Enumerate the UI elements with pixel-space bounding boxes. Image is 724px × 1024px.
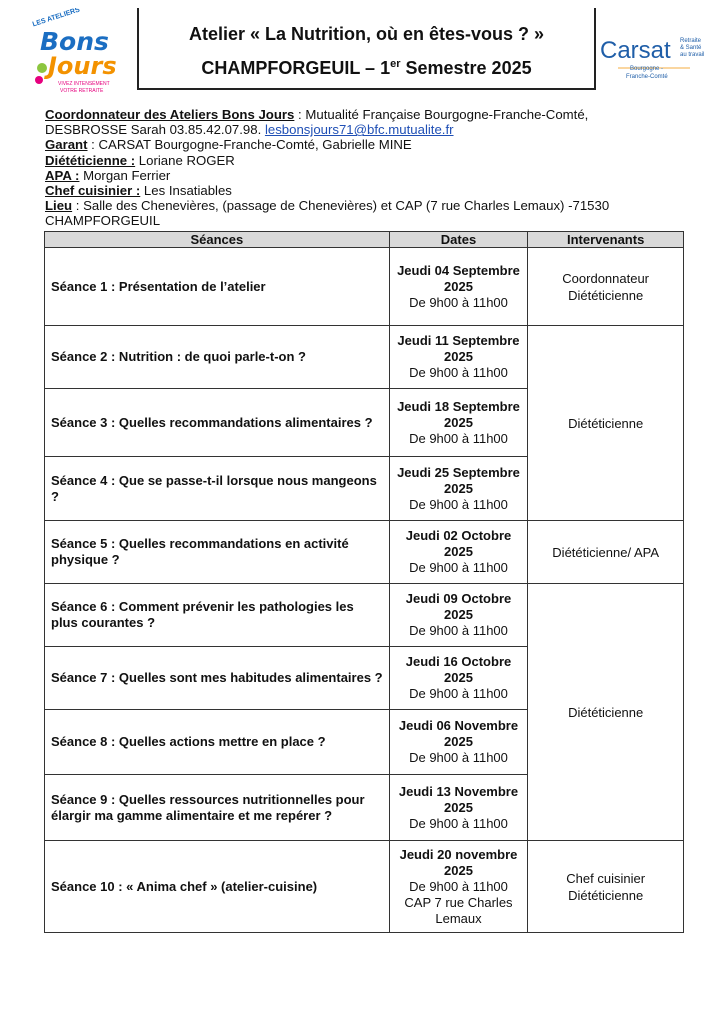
coordinator-contact-line: DESBROSSE Sarah 03.85.42.07.98. lesbonsjours71@bfc.mutualite.fr xyxy=(45,122,454,138)
schedule-table xyxy=(44,231,684,933)
seance-title: Séance 3 : Quelles recommandations alimentaires ? xyxy=(45,389,390,457)
contacts-block xyxy=(45,107,695,229)
bons-jours-logo xyxy=(30,8,130,98)
seance-date: Jeudi 25 Septembre 2025 De 9h00 à 11h00 xyxy=(389,457,528,521)
seance-date: Jeudi 16 Octobre 2025 De 9h00 à 11h00 xyxy=(389,647,528,710)
seance-title: Séance 4 : Que se passe-t-il lorsque nous mangeons ? xyxy=(45,457,390,521)
svg-text:VOTRE RETRAITE: VOTRE RETRAITE xyxy=(60,88,104,94)
svg-text:Franche-Comté: Franche-Comté xyxy=(626,74,668,80)
chef-line: Chef cuisinier : Les Insatiables xyxy=(45,183,232,199)
table-row xyxy=(45,326,684,389)
svg-text:Bons: Bons xyxy=(40,27,109,56)
seance-date: Jeudi 09 Octobre 2025 De 9h00 à 11h00 xyxy=(389,584,528,647)
coordinator-line: Coordonnateur des Ateliers Bons Jours : Mutualité Française Bourgogne-Franche-Comté, xyxy=(45,107,589,122)
seance-title: Séance 8 : Quelles actions mettre en place ? xyxy=(45,710,390,775)
table-row xyxy=(45,521,684,584)
table-row xyxy=(45,584,684,647)
intervenants-cell: Coordonnateur Diététicienne xyxy=(528,248,684,326)
seance-date: Jeudi 06 Novembre 2025 De 9h00 à 11h00 xyxy=(389,710,528,775)
seance-title: Séance 9 : Quelles ressources nutritionnelles pour élargir ma gamme alimentaire et me repérer ? xyxy=(45,775,390,841)
svg-text:Retraite: Retraite xyxy=(680,38,702,44)
intervenants-cell: Diététicienne/ APA xyxy=(528,521,684,584)
header-intervenants: Intervenants xyxy=(528,232,684,248)
svg-text:& Santé: & Santé xyxy=(680,45,702,51)
svg-text:au travail: au travail xyxy=(680,52,705,58)
location-line-2: CHAMPFORGEUIL xyxy=(45,213,161,229)
svg-text:VIVEZ INTENSÉMENT: VIVEZ INTENSÉMENT xyxy=(58,81,110,87)
seance-title: Séance 6 : Comment prévenir les pathologies les plus courantes ? xyxy=(45,584,390,647)
seance-title: Séance 2 : Nutrition : de quoi parle-t-on ? xyxy=(45,326,390,389)
intervenants-cell: Diététicienne xyxy=(528,584,684,841)
seance-date: Jeudi 13 Novembre 2025 De 9h00 à 11h00 xyxy=(389,775,528,841)
header-seances: Séances xyxy=(45,232,390,248)
seance-date: Jeudi 20 novembre 2025 De 9h00 à 11h00 CAP 7 rue Charles Lemaux xyxy=(389,841,528,933)
table-header-row xyxy=(45,232,684,248)
seance-date: Jeudi 18 Septembre 2025 De 9h00 à 11h00 xyxy=(389,389,528,457)
seance-date: Jeudi 02 Octobre 2025 De 9h00 à 11h00 xyxy=(389,521,528,584)
seance-title: Séance 1 : Présentation de l’atelier xyxy=(45,248,390,326)
apa-line: APA : Morgan Ferrier xyxy=(45,167,171,183)
seance-date: Jeudi 04 Septembre 2025 De 9h00 à 11h00 xyxy=(389,248,528,326)
svg-text:Bourgogne -: Bourgogne - xyxy=(630,66,664,72)
dietitian-line: Diététicienne : Loriane ROGER xyxy=(45,152,235,168)
seance-title: Séance 5 : Quelles recommandations en activité physique ? xyxy=(45,521,390,584)
svg-text:LES ATELIERS: LES ATELIERS xyxy=(31,8,81,29)
title-box xyxy=(137,8,596,90)
seance-date: Jeudi 11 Septembre 2025 De 9h00 à 11h00 xyxy=(389,326,528,389)
garant-line: Garant : CARSAT Bourgogne-Franche-Comté, Gabrielle MINE xyxy=(45,137,412,153)
intervenants-cell: Diététicienne xyxy=(528,326,684,521)
seance-title: Séance 10 : « Anima chef » (atelier-cuisine) xyxy=(45,841,390,933)
carsat-logo xyxy=(600,30,712,90)
workshop-title: Atelier « La Nutrition, où en êtes-vous ? » xyxy=(188,24,545,44)
intervenants-cell: Chef cuisinier Diététicienne xyxy=(528,841,684,933)
svg-text:Jours: Jours xyxy=(48,52,117,80)
svg-text:Carsat: Carsat xyxy=(600,37,671,64)
table-row xyxy=(45,841,684,933)
coordinator-email-link[interactable]: lesbonsjours71@bfc.mutualite.fr xyxy=(264,122,454,138)
header-dates: Dates xyxy=(389,232,528,248)
table-row xyxy=(45,248,684,326)
seance-title: Séance 7 : Quelles sont mes habitudes alimentaires ? xyxy=(45,647,390,710)
workshop-subtitle: CHAMPFORGEUIL – 1er Semestre 2025 xyxy=(201,58,532,78)
location-line: Lieu : Salle des Chenevières, (passage de Chenevières) et CAP (7 rue Charles Lemaux) -71530 xyxy=(45,198,610,214)
